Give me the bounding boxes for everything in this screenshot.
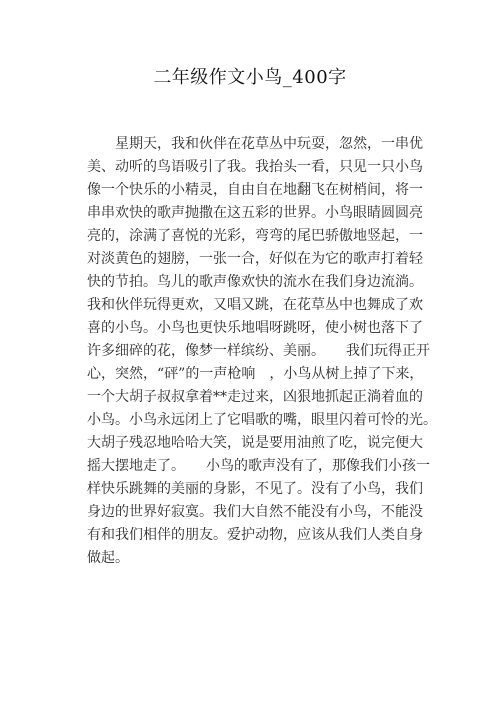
essay-line: 串串欢快的歌声抛撒在这五彩的世界。小鸟眼睛圆圆亮 bbox=[87, 205, 423, 221]
essay-line: 有和我们相伴的朋友。爱护动物，应该从我们人类自身 bbox=[87, 527, 423, 543]
essay-line: 身边的世界好寂寞。我们大自然不能没有小鸟，不能没 bbox=[87, 504, 423, 520]
essay-line: 做起。 bbox=[87, 550, 129, 566]
essay-line: 小鸟。小鸟永远闭上了它唱歌的嘴，眼里闪着可怜的光。 bbox=[87, 412, 437, 428]
essay-line: 像一个快乐的小精灵，自由自在地翻飞在树梢间，将一 bbox=[87, 182, 423, 198]
essay-line: 亮的，涂满了喜悦的光彩，弯弯的尾巴骄傲地竖起，一 bbox=[87, 228, 423, 244]
essay-line: 星期天，我和伙伴在花草丛中玩耍，忽然，一串优 bbox=[87, 136, 423, 152]
essay-line: 大胡子残忍地哈哈大笑，说是要用油煎了吃，说完便大 bbox=[87, 435, 423, 451]
essay-line: 对淡黄色的翅膀，一张一合，好似在为它的歌声打着轻 bbox=[87, 251, 423, 267]
document-title: 二年级作文小鸟_400字 bbox=[153, 67, 347, 88]
essay-line: 摇大摆地走了。 小鸟的歌声没有了，那像我们小孩一 bbox=[87, 458, 430, 474]
essay-line: 样快乐跳舞的美丽的身影，不见了。没有了小鸟，我们 bbox=[87, 481, 423, 497]
essay-body bbox=[87, 133, 437, 570]
essay-line: 一个大胡子叔叔拿着**走过来，凶狠地抓起正淌着血的 bbox=[87, 389, 423, 405]
essay-line: 快的节拍。鸟儿的歌声像欢快的流水在我们身边流淌。 bbox=[87, 274, 423, 290]
essay-line: 许多细碎的花，像梦一样缤纷、美丽。 我们玩得正开 bbox=[87, 343, 430, 359]
essay-line: 喜的小鸟。小鸟也更快乐地唱呀跳呀，使小树也落下了 bbox=[87, 320, 423, 336]
essay-line: 心，突然，“砰”的一声枪响 ，小鸟从树上掉了下来， bbox=[87, 366, 424, 382]
essay-line: 我和伙伴玩得更欢，又唱又跳，在花草丛中也舞成了欢 bbox=[87, 297, 423, 313]
essay-line: 美、动听的鸟语吸引了我。我抬头一看，只见一只小鸟 bbox=[87, 159, 423, 175]
